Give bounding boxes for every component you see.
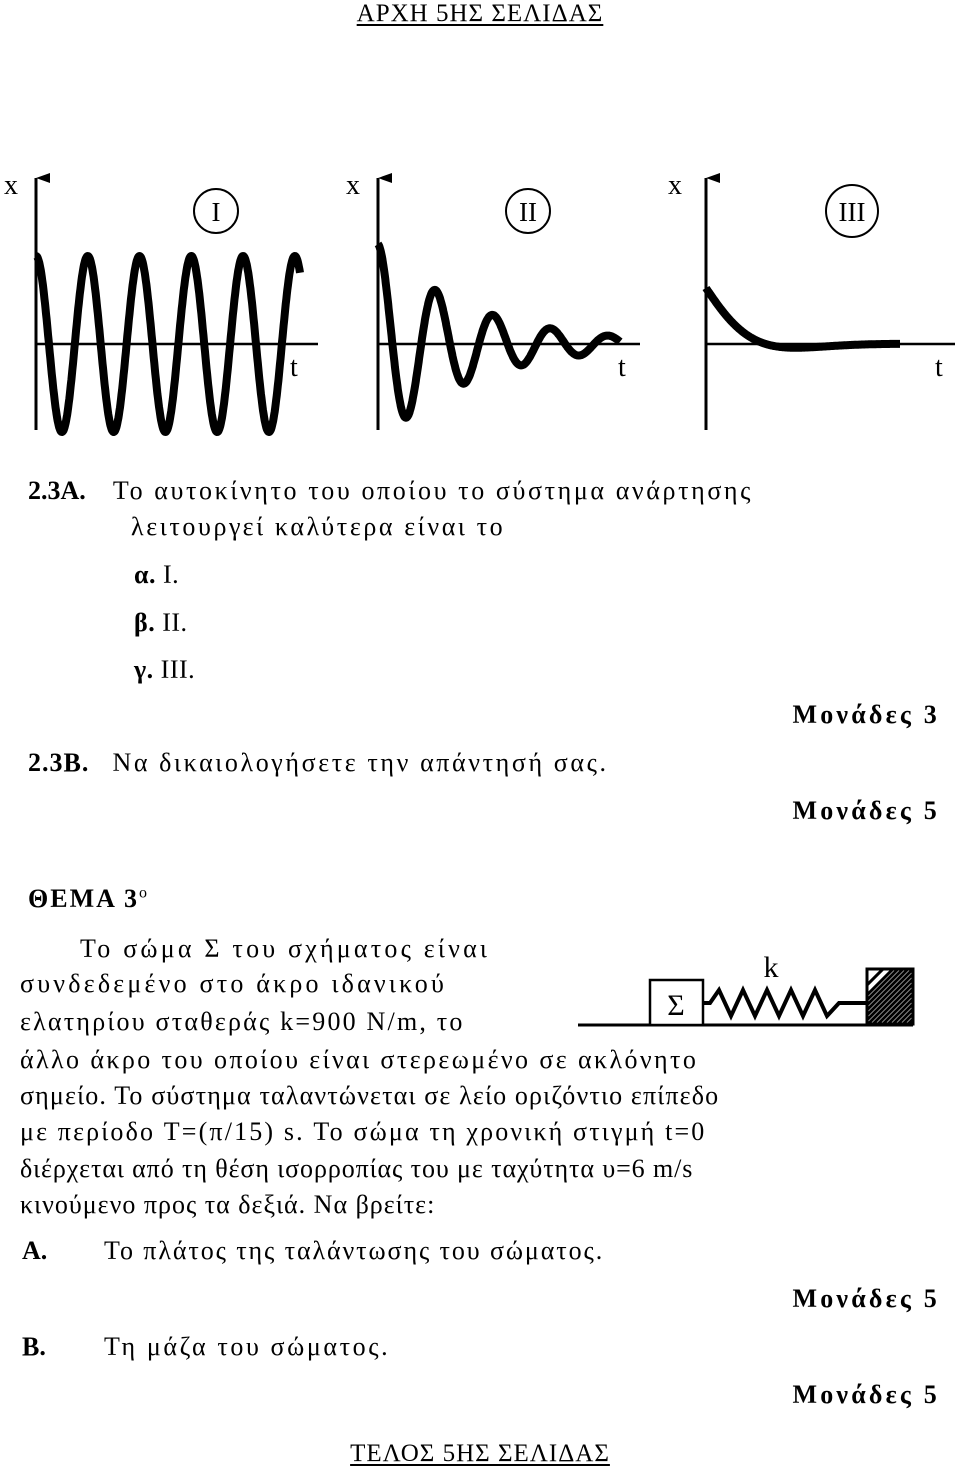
- option-a-letter: α.: [134, 560, 157, 589]
- points-part-a: Μονάδες 5: [792, 1284, 940, 1313]
- option-c: [134, 655, 195, 685]
- question-2-3a-line-1: Το αυτοκίνητο του οποίου το σύστημα ανάρτησης: [112, 476, 754, 505]
- part-a-letter: Α.: [22, 1236, 48, 1265]
- graph-1-t-label: t: [290, 352, 298, 383]
- question-2-3a-number: 2.3Α.: [28, 476, 86, 505]
- theme-3-title: [28, 884, 149, 914]
- theme-3-line-2: συνδεδεμένο στο άκρο ιδανικού: [20, 969, 448, 998]
- graph-2-x-label: x: [346, 170, 360, 201]
- graph-2-curve: [378, 244, 620, 418]
- points-part-b: Μονάδες 5: [792, 1380, 940, 1409]
- part-b-text: Τη μάζα του σώματος.: [104, 1332, 391, 1361]
- points-2-3a: Μονάδες 3: [792, 700, 940, 729]
- spring: [703, 990, 867, 1016]
- graph-1-x-label: x: [4, 170, 18, 201]
- theme-3-line-4: άλλο άκρο του οποίου είναι στερεωμένο σε ακλόνητο: [20, 1045, 699, 1074]
- option-c-letter: γ.: [134, 655, 154, 684]
- theme-3-line-6: με περίοδο T=(π/15) s. Το σώμα τη χρονική στιγμή t=0: [20, 1117, 707, 1146]
- theme-3-line-3: ελατηρίου σταθεράς k=900 N/m, το: [20, 1007, 465, 1036]
- option-c-text: ΙΙΙ.: [160, 655, 196, 684]
- option-b-text: ΙΙ.: [162, 608, 188, 637]
- theme-3-line-7: διέρχεται από τη θέση ισορροπίας του με ταχύτητα υ=6 m/s: [20, 1154, 694, 1183]
- theme-3-title-sup: ο: [138, 884, 149, 902]
- graph-2-label: II: [519, 197, 537, 227]
- theme-3-line-1: Το σώμα Σ του σχήματος είναι: [80, 934, 491, 963]
- option-a-text: Ι.: [163, 560, 180, 589]
- graph-3-label: III: [838, 197, 866, 227]
- graph-3: [668, 170, 955, 430]
- theme-3-line-8: κινούμενο προς τα δεξιά. Να βρείτε:: [20, 1190, 436, 1219]
- spring-k-label: k: [763, 951, 779, 984]
- question-2-3b-text: Να δικαιολογήσετε την απάντησή σας.: [112, 748, 609, 777]
- part-a-text: Το πλάτος της ταλάντωσης του σώματος.: [104, 1236, 605, 1265]
- question-2-3b: [28, 748, 609, 778]
- part-b-letter: Β.: [22, 1332, 46, 1361]
- points-2-3b: Μονάδες 5: [792, 796, 940, 825]
- option-b-letter: β.: [134, 608, 156, 637]
- page-header: ΑΡΧΗ 5ΗΣ ΣΕΛΙΔΑΣ: [356, 0, 604, 27]
- spring-mass-figure: [575, 935, 940, 1035]
- question-2-3b-number: 2.3Β.: [28, 748, 90, 777]
- oscillation-graphs: [0, 160, 960, 480]
- page-footer: ΤΕΛΟΣ 5ΗΣ ΣΕΛΙΔΑΣ: [350, 1440, 610, 1467]
- graph-1-label: I: [211, 197, 221, 227]
- question-2-3a: [28, 476, 753, 506]
- question-2-3a-line-2: λειτουργεί καλύτερα είναι το: [131, 512, 506, 541]
- graph-3-x-label: x: [668, 170, 682, 201]
- theme-3-title-text: ΘΕΜΑ 3: [28, 884, 139, 913]
- graph-3-t-label: t: [935, 352, 943, 383]
- graph-2-t-label: t: [618, 352, 626, 383]
- mass-label: Σ: [667, 989, 685, 1022]
- graph-2: [346, 170, 640, 430]
- theme-3-line-5: σημείο. Το σύστημα ταλαντώνεται σε λείο οριζόντιο επίπεδο: [20, 1081, 720, 1110]
- option-b: [134, 608, 188, 638]
- graph-1: [4, 170, 318, 432]
- graph-3-curve: [706, 288, 900, 348]
- option-a: [134, 560, 179, 590]
